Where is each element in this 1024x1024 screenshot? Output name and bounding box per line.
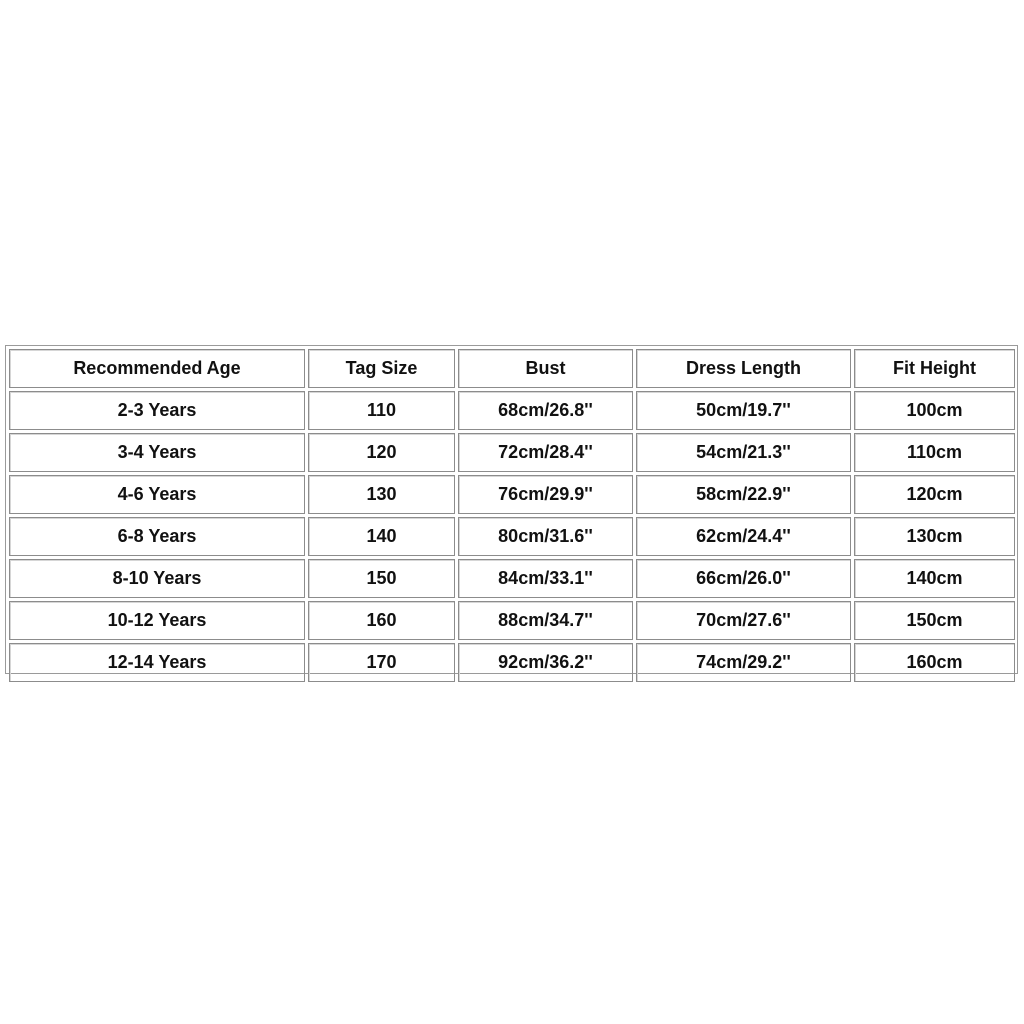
table-row xyxy=(9,433,1015,472)
cell-dress-length: 62cm/24.4'' xyxy=(636,517,851,556)
cell-recommended-age: 4-6 Years xyxy=(9,475,305,514)
cell-bust: 76cm/29.9'' xyxy=(458,475,633,514)
cell-bust: 88cm/34.7'' xyxy=(458,601,633,640)
cell-recommended-age: 10-12 Years xyxy=(9,601,305,640)
cell-fit-height: 110cm xyxy=(854,433,1015,472)
table-header-row xyxy=(9,349,1015,388)
cell-bust: 72cm/28.4'' xyxy=(458,433,633,472)
cell-recommended-age: 6-8 Years xyxy=(9,517,305,556)
cell-bust: 84cm/33.1'' xyxy=(458,559,633,598)
cell-bust: 68cm/26.8'' xyxy=(458,391,633,430)
header-tag-size: Tag Size xyxy=(308,349,455,388)
cell-tag-size: 130 xyxy=(308,475,455,514)
cell-tag-size: 140 xyxy=(308,517,455,556)
cell-dress-length: 58cm/22.9'' xyxy=(636,475,851,514)
cell-bust: 80cm/31.6'' xyxy=(458,517,633,556)
cell-recommended-age: 3-4 Years xyxy=(9,433,305,472)
size-chart-table-container xyxy=(5,345,1018,674)
cell-fit-height: 130cm xyxy=(854,517,1015,556)
header-recommended-age: Recommended Age xyxy=(9,349,305,388)
cell-recommended-age: 12-14 Years xyxy=(9,643,305,682)
cell-bust: 92cm/36.2'' xyxy=(458,643,633,682)
cell-fit-height: 140cm xyxy=(854,559,1015,598)
cell-tag-size: 170 xyxy=(308,643,455,682)
table-row xyxy=(9,517,1015,556)
cell-tag-size: 110 xyxy=(308,391,455,430)
cell-tag-size: 150 xyxy=(308,559,455,598)
cell-dress-length: 54cm/21.3'' xyxy=(636,433,851,472)
cell-dress-length: 66cm/26.0'' xyxy=(636,559,851,598)
header-bust: Bust xyxy=(458,349,633,388)
table-row xyxy=(9,559,1015,598)
table-row xyxy=(9,601,1015,640)
table-row xyxy=(9,391,1015,430)
cell-fit-height: 160cm xyxy=(854,643,1015,682)
size-chart-table xyxy=(6,346,1018,685)
cell-fit-height: 150cm xyxy=(854,601,1015,640)
cell-fit-height: 100cm xyxy=(854,391,1015,430)
header-dress-length: Dress Length xyxy=(636,349,851,388)
cell-recommended-age: 8-10 Years xyxy=(9,559,305,598)
cell-dress-length: 74cm/29.2'' xyxy=(636,643,851,682)
cell-fit-height: 120cm xyxy=(854,475,1015,514)
table-row xyxy=(9,475,1015,514)
header-fit-height: Fit Height xyxy=(854,349,1015,388)
cell-dress-length: 50cm/19.7'' xyxy=(636,391,851,430)
cell-tag-size: 160 xyxy=(308,601,455,640)
table-row xyxy=(9,643,1015,682)
cell-dress-length: 70cm/27.6'' xyxy=(636,601,851,640)
cell-tag-size: 120 xyxy=(308,433,455,472)
cell-recommended-age: 2-3 Years xyxy=(9,391,305,430)
